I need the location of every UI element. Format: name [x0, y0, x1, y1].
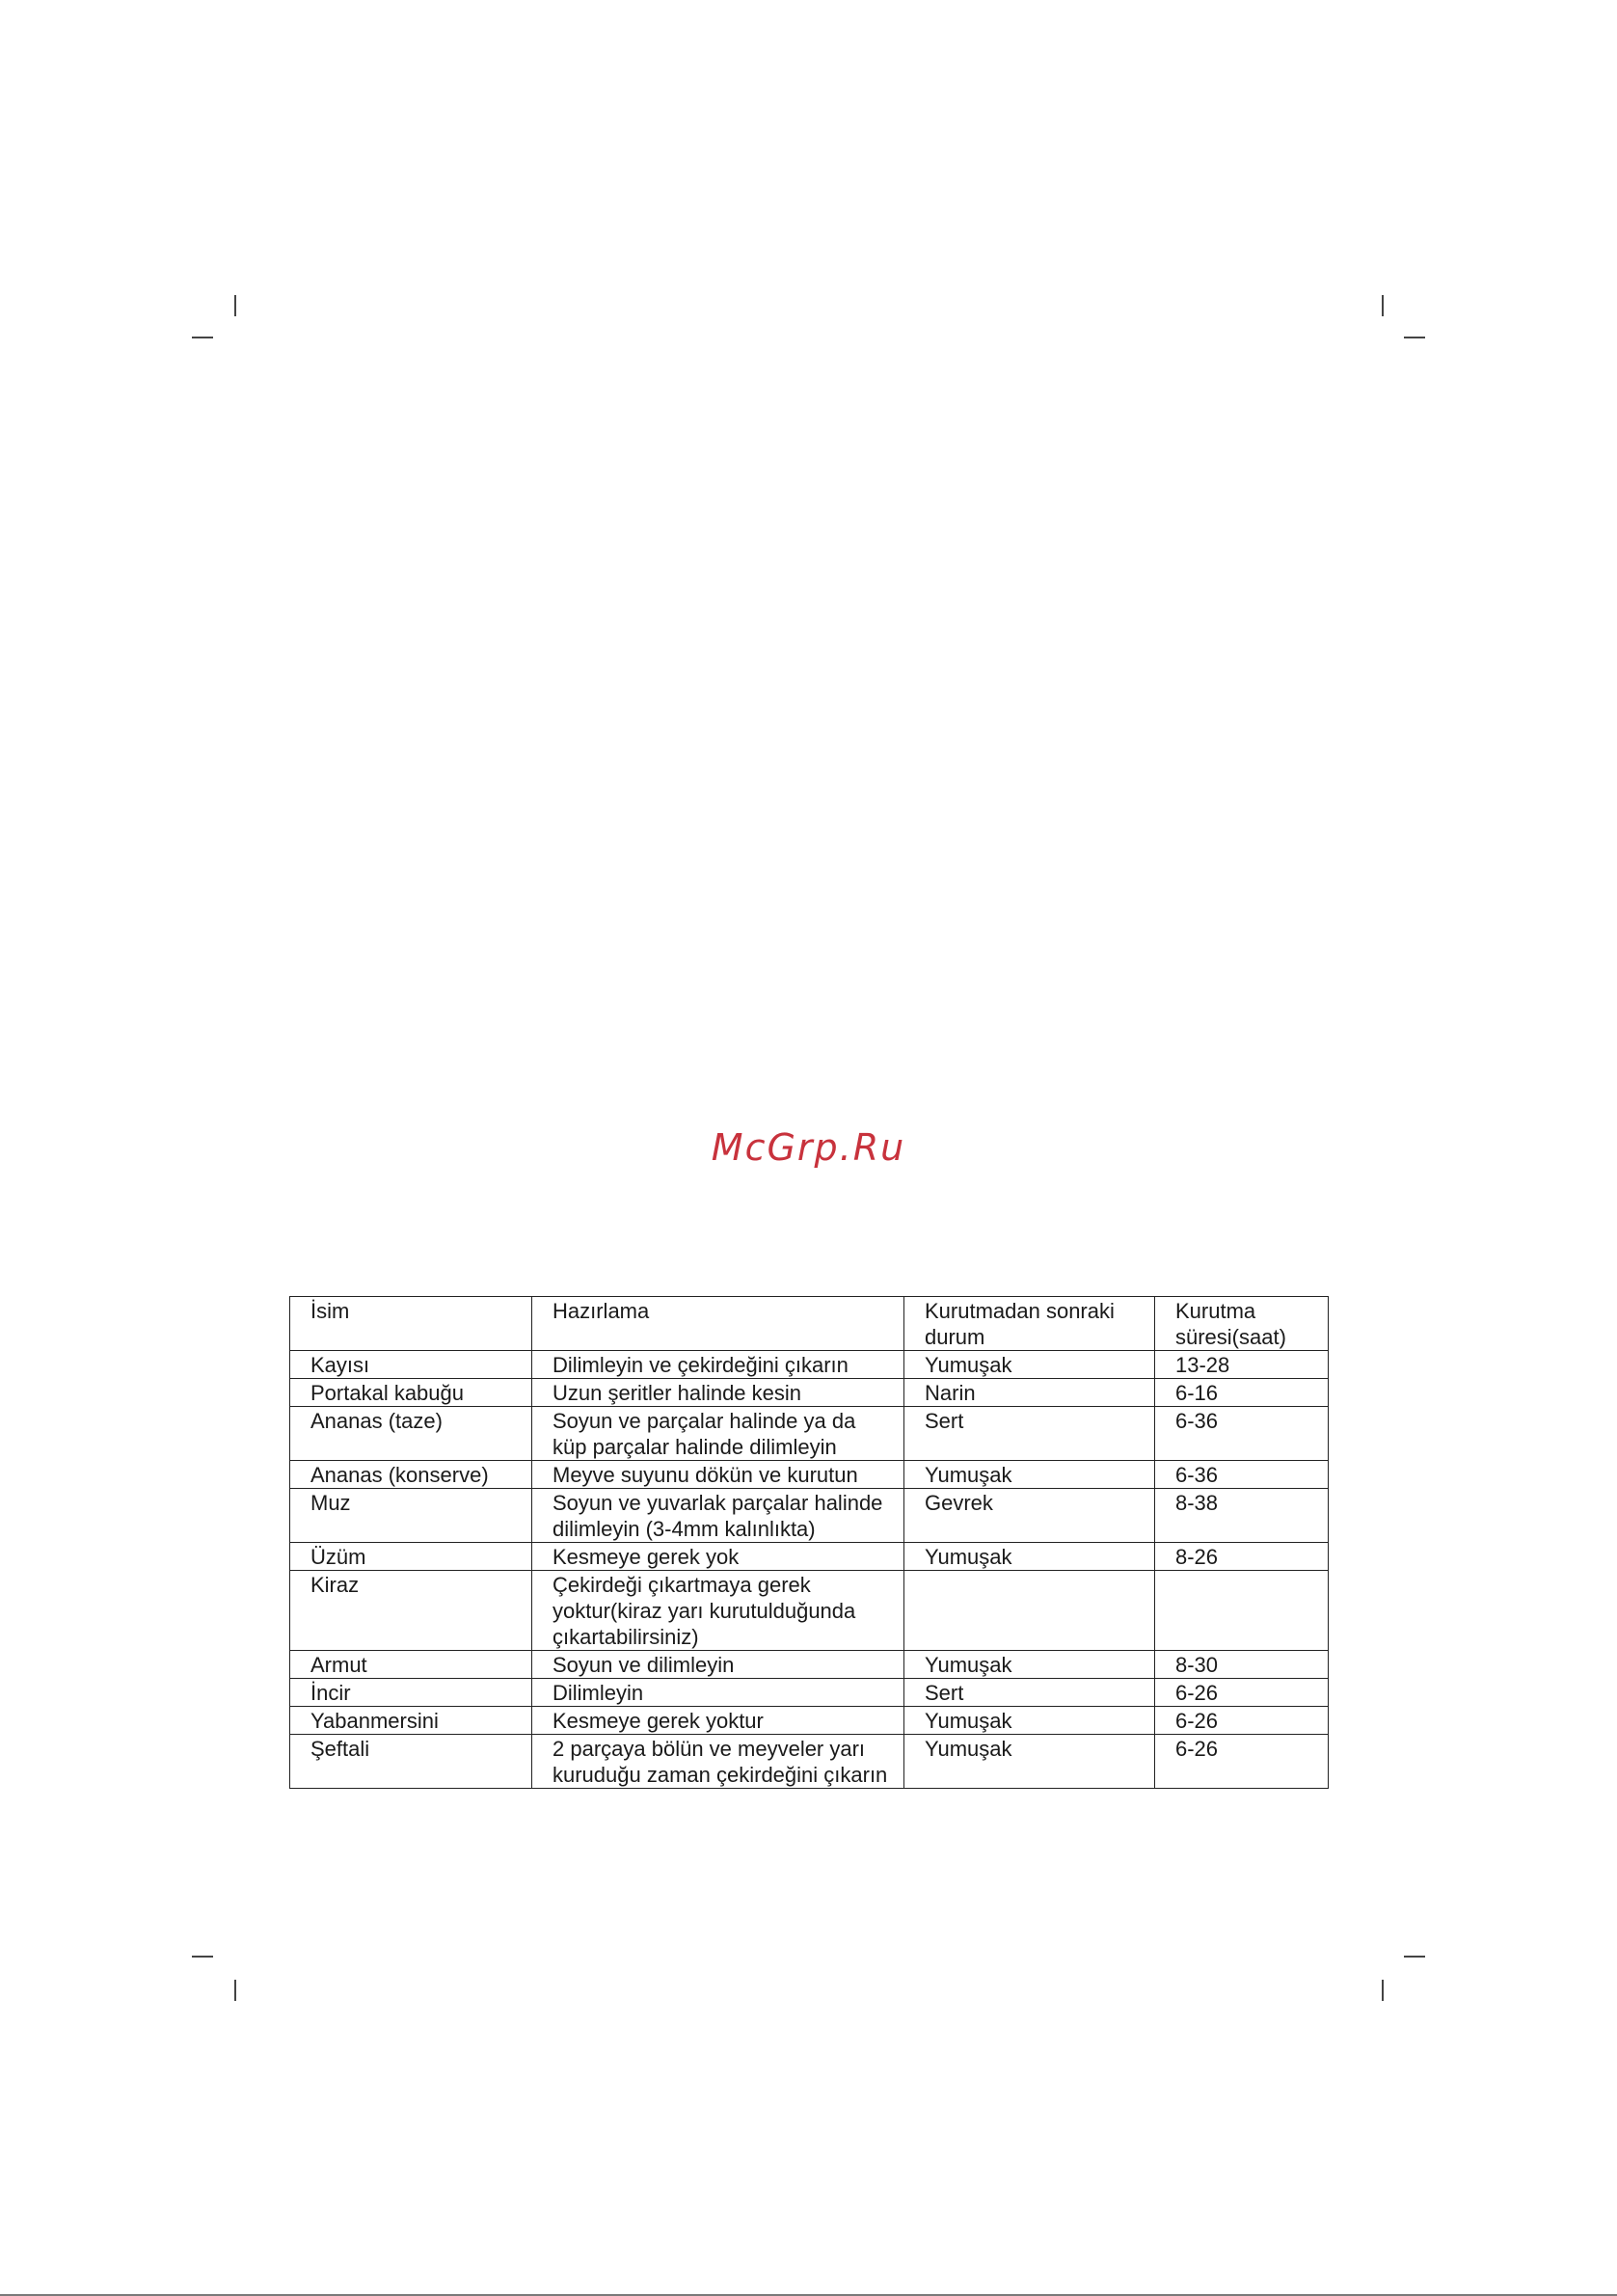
- cell-state: Yumuşak: [904, 1461, 1155, 1489]
- table-row: [290, 1461, 1329, 1489]
- cell-preparation: Soyun ve parçalar halinde ya da küp parçalar halinde dilimleyin: [532, 1407, 904, 1461]
- cell-state: Yumuşak: [904, 1735, 1155, 1789]
- table-row: [290, 1351, 1329, 1379]
- header-name: İsim: [290, 1297, 532, 1351]
- cell-name: Ananas (taze): [290, 1407, 532, 1461]
- cell-preparation: Çekirdeği çıkartmaya gerek yoktur(kiraz yarı kurutulduğunda çıkartabilirsiniz): [532, 1571, 904, 1651]
- cell-name: Kayısı: [290, 1351, 532, 1379]
- drying-table: [289, 1296, 1329, 1789]
- cell-time: 8-38: [1155, 1489, 1329, 1543]
- table-row: [290, 1735, 1329, 1789]
- table-row: [290, 1651, 1329, 1679]
- cell-state: [904, 1571, 1155, 1651]
- cell-name: Üzüm: [290, 1543, 532, 1571]
- cell-state: Yumuşak: [904, 1707, 1155, 1735]
- cell-name: Yabanmersini: [290, 1707, 532, 1735]
- cell-time: 6-36: [1155, 1407, 1329, 1461]
- cell-time: 13-28: [1155, 1351, 1329, 1379]
- crop-mark-bottom-left-horizontal: [192, 1956, 213, 1958]
- cell-preparation: Soyun ve dilimleyin: [532, 1651, 904, 1679]
- crop-mark-bottom-right-horizontal: [1404, 1956, 1425, 1958]
- crop-mark-bottom-right-vertical: [1382, 1980, 1384, 2001]
- cell-state: Sert: [904, 1679, 1155, 1707]
- table-row: [290, 1489, 1329, 1543]
- header-drying-time: Kurutma süresi(saat): [1155, 1297, 1329, 1351]
- crop-mark-top-left-vertical: [234, 295, 236, 316]
- cell-name: Kiraz: [290, 1571, 532, 1651]
- table-row: [290, 1707, 1329, 1735]
- header-preparation: Hazırlama: [532, 1297, 904, 1351]
- cell-time: [1155, 1571, 1329, 1651]
- cell-name: Ananas (konserve): [290, 1461, 532, 1489]
- cell-preparation: Meyve suyunu dökün ve kurutun: [532, 1461, 904, 1489]
- watermark: McGrp.Ru: [711, 1126, 906, 1169]
- crop-mark-bottom-left-vertical: [234, 1980, 236, 2001]
- cell-name: İncir: [290, 1679, 532, 1707]
- table-row: [290, 1571, 1329, 1651]
- cell-state: Gevrek: [904, 1489, 1155, 1543]
- cell-state: Yumuşak: [904, 1651, 1155, 1679]
- cell-preparation: Kesmeye gerek yoktur: [532, 1707, 904, 1735]
- header-state-after-drying: Kurutmadan sonraki durum: [904, 1297, 1155, 1351]
- cell-preparation: 2 parçaya bölün ve meyveler yarı kuruduğu zaman çekirdeğini çıkarın: [532, 1735, 904, 1789]
- cell-preparation: Uzun şeritler halinde kesin: [532, 1379, 904, 1407]
- cell-time: 8-30: [1155, 1651, 1329, 1679]
- table-row: [290, 1543, 1329, 1571]
- table-row: [290, 1407, 1329, 1461]
- cell-state: Yumuşak: [904, 1543, 1155, 1571]
- crop-mark-top-left-horizontal: [192, 337, 213, 338]
- cell-name: Muz: [290, 1489, 532, 1543]
- cell-time: 6-26: [1155, 1735, 1329, 1789]
- cell-preparation: Kesmeye gerek yok: [532, 1543, 904, 1571]
- cell-preparation: Dilimleyin: [532, 1679, 904, 1707]
- cell-state: Yumuşak: [904, 1351, 1155, 1379]
- crop-mark-top-right-horizontal: [1404, 337, 1425, 338]
- table-row: [290, 1379, 1329, 1407]
- cell-time: 6-26: [1155, 1707, 1329, 1735]
- table-row: [290, 1679, 1329, 1707]
- crop-mark-top-right-vertical: [1382, 295, 1384, 316]
- cell-name: Armut: [290, 1651, 532, 1679]
- cell-state: Sert: [904, 1407, 1155, 1461]
- cell-name: Şeftali: [290, 1735, 532, 1789]
- cell-time: 6-36: [1155, 1461, 1329, 1489]
- cell-name: Portakal kabuğu: [290, 1379, 532, 1407]
- cell-preparation: Soyun ve yuvarlak parçalar halinde dilimleyin (3-4mm kalınlıkta): [532, 1489, 904, 1543]
- cell-preparation: Dilimleyin ve çekirdeğini çıkarın: [532, 1351, 904, 1379]
- cell-time: 8-26: [1155, 1543, 1329, 1571]
- cell-state: Narin: [904, 1379, 1155, 1407]
- cell-time: 6-26: [1155, 1679, 1329, 1707]
- cell-time: 6-16: [1155, 1379, 1329, 1407]
- table-header-row: [290, 1297, 1329, 1351]
